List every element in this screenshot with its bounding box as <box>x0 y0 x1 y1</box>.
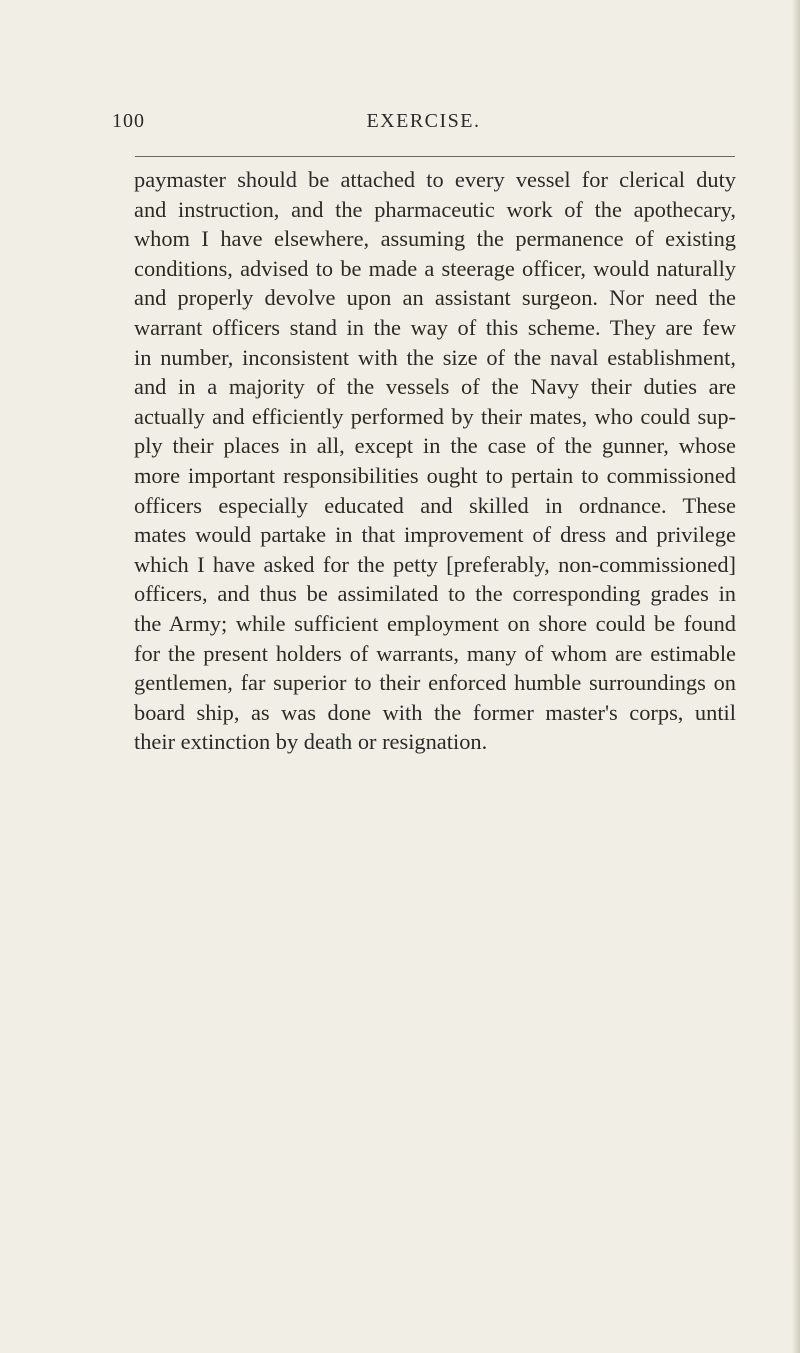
text-line: warrant officers stand in the way of this scheme. They are few <box>134 314 736 340</box>
text-line: for the present holders of warrants, many of whom are estimable <box>134 640 736 666</box>
page-header <box>112 110 735 140</box>
text-line: gentlemen, far superior to their enforced humble surroundings on <box>134 670 736 696</box>
text-line: and in a majority of the vessels of the Navy their duties are <box>134 374 736 400</box>
text-line: mates would partake in that improvement of dress and privilege <box>134 522 736 548</box>
text-line: in number, inconsistent with the size of the naval establishment, <box>134 344 736 370</box>
text-line: and instruction, and the pharmaceutic work of the apothecary, <box>134 196 736 222</box>
text-line: officers, and thus be assimilated to the corresponding grades in <box>134 581 736 607</box>
page-number: 100 <box>112 110 145 132</box>
text-line: board ship, as was done with the former master's corps, until <box>134 699 736 725</box>
text-line: which I have asked for the petty [preferably, non-commissioned] <box>134 551 736 577</box>
text-line: ply their places in all, except in the case of the gunner, whose <box>134 433 736 459</box>
body-text <box>134 165 736 757</box>
text-line: whom I have elsewhere, assuming the permanence of existing <box>134 226 736 252</box>
header-rule <box>135 156 735 157</box>
text-line: actually and efficiently performed by their mates, who could sup- <box>134 403 736 429</box>
text-line: the Army; while sufficient employment on shore could be found <box>134 610 736 636</box>
text-line: conditions, advised to be made a steerage officer, would naturally <box>134 255 736 281</box>
text-line: more important responsibilities ought to pertain to commissioned <box>134 462 736 488</box>
text-line: their extinction by death or resignation. <box>134 729 488 755</box>
text-line: officers especially educated and skilled in ordnance. These <box>134 492 736 518</box>
text-line: paymaster should be attached to every vessel for clerical duty <box>134 167 736 192</box>
page-edge-shadow <box>792 0 800 1353</box>
text-line: and properly devolve upon an assistant surgeon. Nor need the <box>134 285 736 311</box>
running-head: EXERCISE. <box>366 110 481 132</box>
